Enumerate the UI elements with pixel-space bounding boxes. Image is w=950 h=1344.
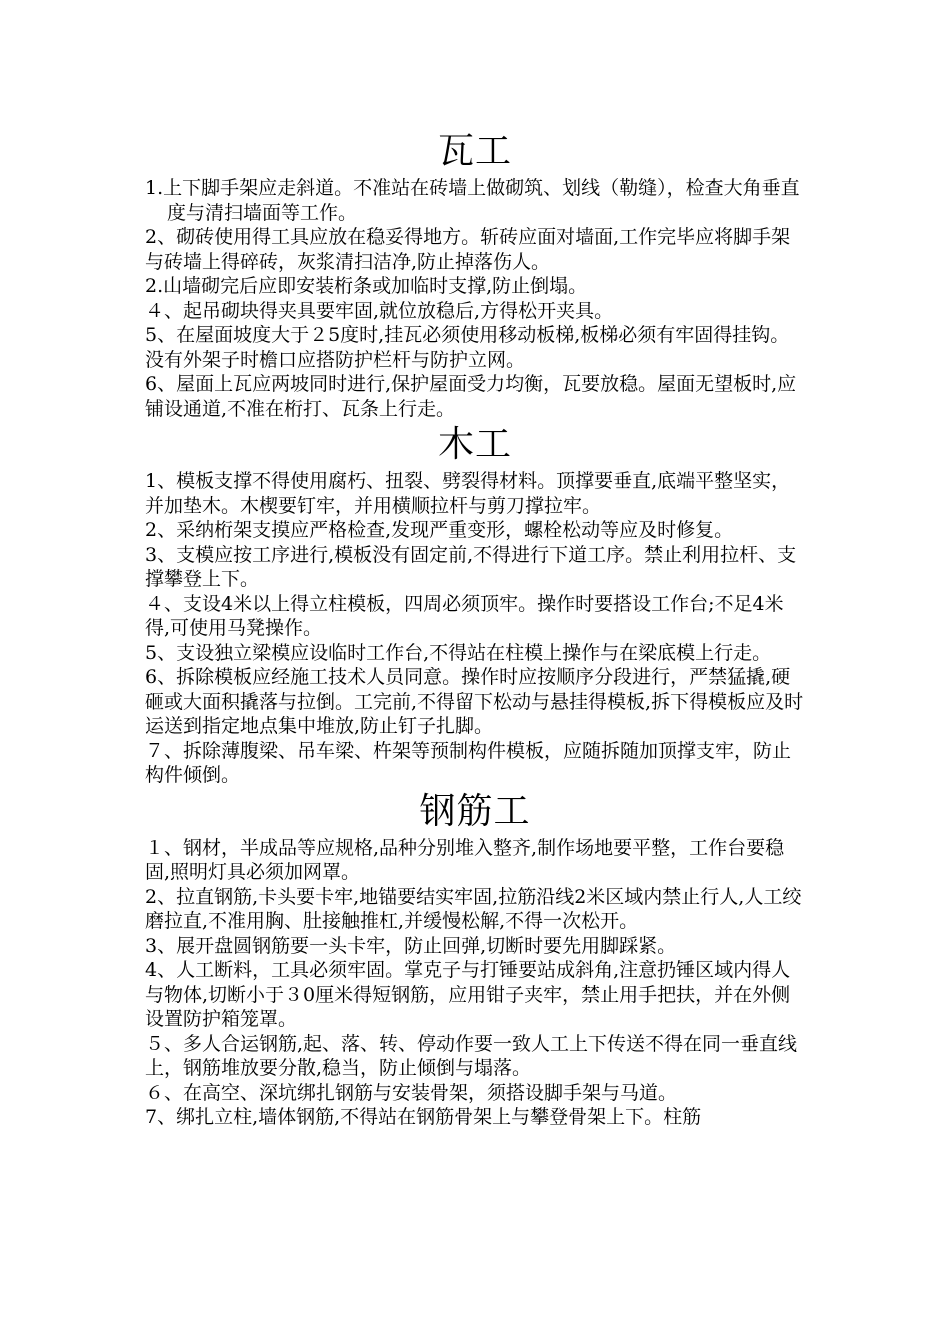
section-title: 瓦工 (437, 131, 512, 172)
paragraph: 5、在屋面坡度大于２5度时,挂瓦必须使用移动板梯,板梯必须有牢固得挂钩。没有外架子时檐口应搭防护栏杆与防护立网。 (145, 324, 790, 371)
paragraph: ４、起吊砌块得夹具要牢固,就位放稳后,方得松开夹具。 (145, 299, 614, 322)
paragraph: 7、绑扎立柱,墙体钢筋,不得站在钢筋骨架上与攀登骨架上下。柱筋 (145, 1106, 702, 1128)
paragraph: 5、支设独立梁模应设临时工作台,不得站在柱模上操作与在梁底模上行走。 (145, 641, 772, 664)
paragraph: 4、人工断料，工具必须牢固。掌克子与打锤要站成斜角,注意扔锤区域内得人与物体,切断小于３0厘米得短钢筋，应用钳子夹牢，禁止用手把扶，并在外侧设置防护箱笼罩。 (145, 959, 791, 1030)
section-masonry (145, 128, 805, 421)
paragraph: ５、多人合运钢筋,起、落、转、停动作要一致人工上下传送不得在同一垂直线上，钢筋堆放要分散,稳当，防止倾倒与塌落。 (145, 1032, 798, 1079)
paragraph: 2.山墙砌完后应即安装桁条或加临时支撑,防止倒塌。 (145, 275, 588, 297)
section-title: 钢筋工 (419, 790, 531, 832)
document-content (145, 128, 805, 1130)
section-title: 木工 (437, 424, 512, 465)
paragraph: 2、砌砖使用得工具应放在稳妥得地方。斩砖应面对墙面,工作完毕应将脚手架与砖墙上得碎砖，灰浆清扫洁净,防止掉落伤人。 (145, 226, 791, 273)
paragraph: 1.上下脚手架应走斜道。不准站在砖墙上做砌筑、划线（勒缝），检查大角垂直度与清扫墙面等工作。 (145, 177, 800, 224)
paragraph: 1、模板支撑不得使用腐朽、扭裂、劈裂得材料。顶撑要垂直,底端平整坚实，并加垫木。木楔要钉牢，并用横顺拉杆与剪刀撑拉牢。 (145, 470, 791, 517)
paragraph: １、钢材，半成品等应规格,品种分别堆入整齐,制作场地要平整，工作台要稳固,照明灯具必须加网罩。 (145, 836, 785, 883)
paragraph: 3、展开盘圆钢筋要一头卡牢，防止回弹,切断时要先用脚踩紧。 (145, 934, 677, 957)
paragraph: 6、拆除模板应经施工技术人员同意。操作时应按顺序分段进行，严禁猛撬,硬砸或大面积撬落与拉倒。工完前,不得留下松动与悬挂得模板,拆下得模板应及时运送到指定地点集中堆放,防止钉子扎脚。 (145, 666, 804, 737)
section-rebar (145, 788, 805, 1130)
paragraph: ４、支设4米以上得立柱模板，四周必须顶牢。操作时要搭设工作台;不足4米得,可使用马凳操作。 (145, 592, 784, 639)
paragraph: 3、支模应按工序进行,模板没有固定前,不得进行下道工序。禁止利用拉杆、支撑攀登上下。 (145, 543, 797, 590)
paragraph: ７、拆除薄腹梁、吊车梁、杵架等预制构件模板，应随拆随加顶撑支牢，防止构件倾倒。 (145, 739, 792, 786)
paragraph: 6、屋面上瓦应两坡同时进行,保护屋面受力均衡，瓦要放稳。屋面无望板时,应铺设通道,不准在桁打、瓦条上行走。 (145, 373, 797, 420)
section-carpentry (145, 421, 805, 788)
paragraph: ６、在高空、深坑绑扎钢筋与安装骨架，须搭设脚手架与马道。 (145, 1081, 678, 1104)
paragraph: 2、采纳桁架支摸应严格检查,发现严重变形，螺栓松动等应及时修复。 (145, 519, 734, 541)
paragraph: 2、拉直钢筋,卡头要卡牢,地锚要结实牢固,拉筋沿线2米区域内禁止行人,人工绞磨拉直,不准用胸、肚接触推杠,并缓慢松解,不得一次松开。 (145, 885, 802, 932)
